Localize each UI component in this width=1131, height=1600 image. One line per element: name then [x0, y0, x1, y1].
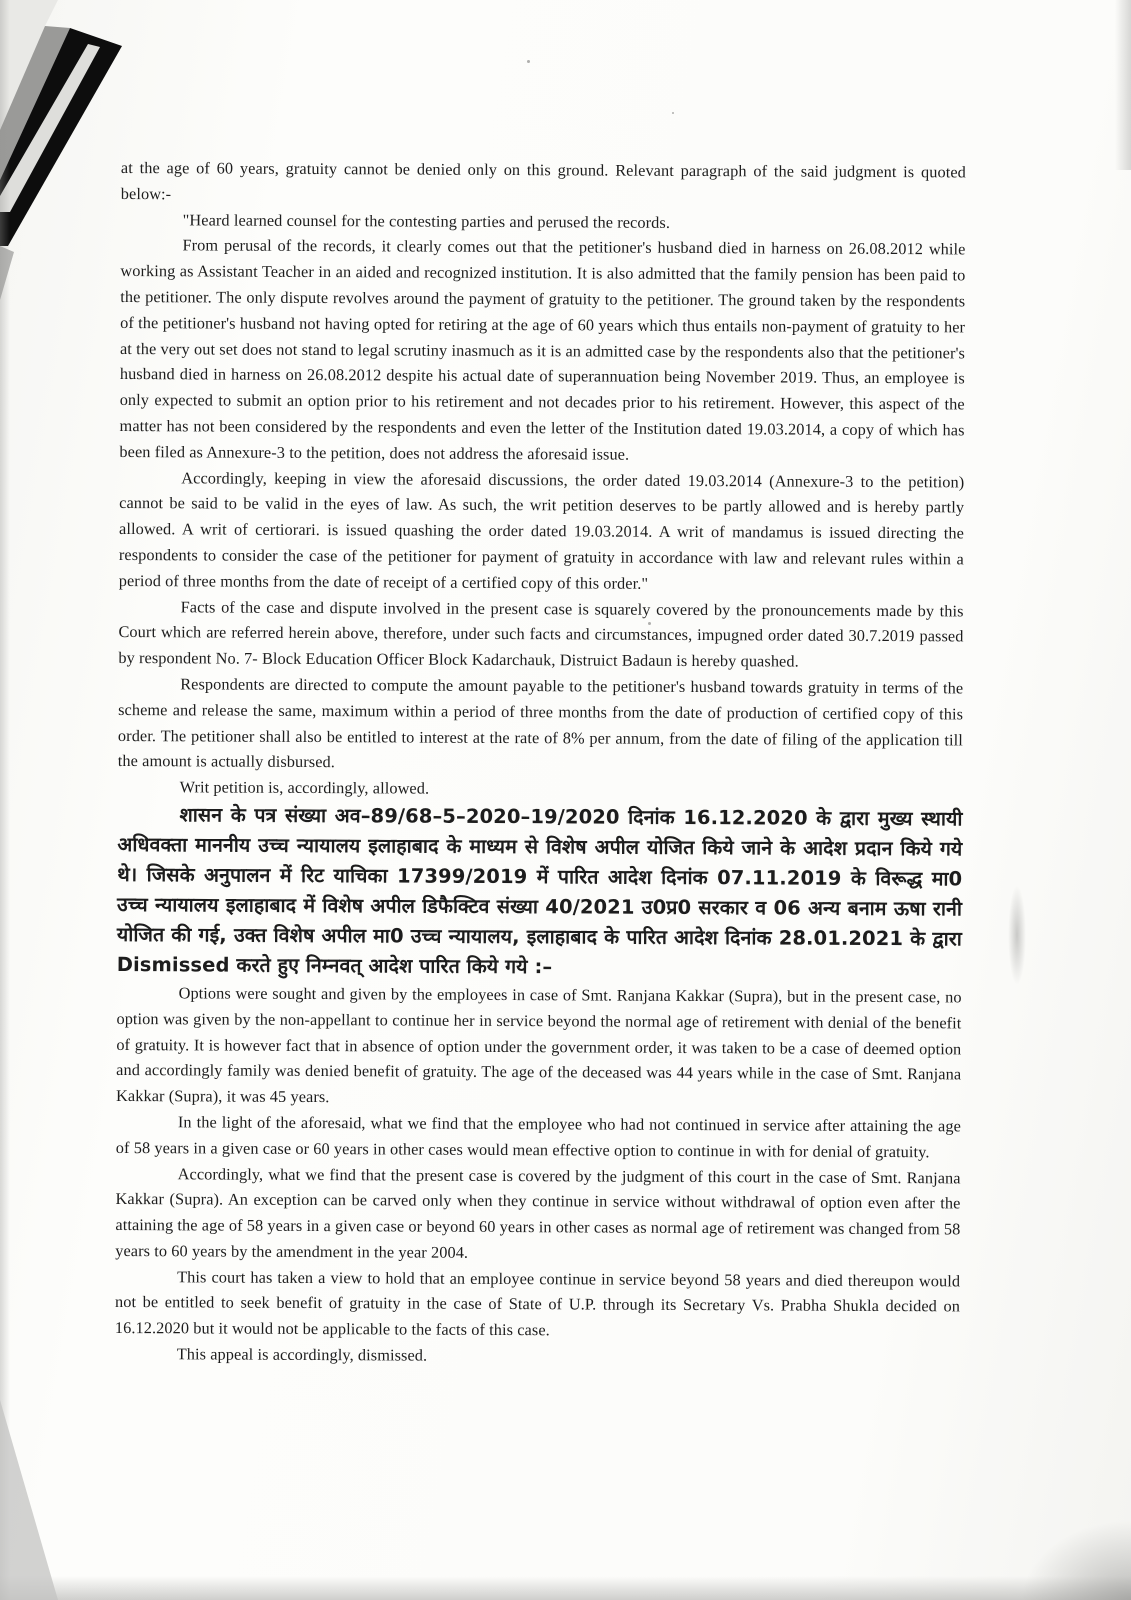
scan-right-edge-shadow	[1115, 0, 1131, 170]
scan-margin-smudge	[1008, 885, 1026, 985]
scan-speck	[672, 112, 674, 114]
paragraph-directions: Respondents are directed to compute the amount payable to the petitioner's husband towards gratuity in terms of the scheme and release the same, maximum within a period of three months from the date of production of certified copy of this order. The petitioner shall also be entitled to interest at the rate of 8% per annum, from the date of filing of the application till the amount is actually disbursed.	[117, 674, 964, 772]
scan-left-edge-shadow	[0, 0, 10, 1600]
paragraph-accordingly: Accordingly, what we find that the present case is covered by the judgment of this court in the case of Smt. Ranjana Kakkar (Supra). An exception can be carved only when they continue in service without withdrawal of option even after the attaining the age of 58 years in a given case or beyond 60 years in other cases as normal age of retirement was changed from 58 years to 60 years by the amendment in the year 2004.	[115, 1163, 961, 1262]
paragraph-facts: Facts of the case and dispute involved in the present case is squarely covered by the pronouncements made by this Court which are referred herein above, therefore, under such facts and circumstances, impugned order dated 30.7.2019 passed by respondent No. 7- Block Education Officer Block Kadarchauk, Distruict Badaun is hereby quashed.	[118, 596, 964, 671]
paragraph-quote-open: "Heard learned counsel for the contesting parties and perused the records.	[182, 209, 671, 232]
scan-bottom-edge-shadow	[0, 1576, 1131, 1600]
paragraph-options: Options were sought and given by the employees in case of Smt. Ranjana Kakkar (Supra), but in the present case, no option was given by the non-appellant to continue her in service beyond the normal age of retirement with denial of the benefit of gratuity. It is however fact that in absence of option under the government order, it was taken to be a case of deemed option and accordingly family was denied benefit of gratuity. The age of the deceased was 44 years while in the case of Smt. Ranjana Kakkar (Supra), it was 45 years.	[116, 983, 962, 1107]
scan-speck	[527, 60, 530, 63]
paragraph-continuation: at the age of 60 years, gratuity cannot be denied only on this ground. Relevant paragraph of the said judgment is quoted below:-	[120, 157, 966, 204]
paragraph-writ-allowed: Writ petition is, accordingly, allowed.	[179, 777, 430, 798]
scan-bottom-right-shadow	[1021, 1520, 1131, 1600]
scan-bottom-left-shadow	[0, 1400, 58, 1600]
paragraph-in-the-light: In the light of the aforesaid, what we find that the employee who had not continued in service after attaining the age of 58 years in a given case or 60 years in other cases would mean effective option to continue in with for denial of gratuity.	[115, 1112, 961, 1161]
paragraph-appeal-dismissed: This appeal is accordingly, dismissed.	[176, 1344, 428, 1365]
paragraph-quote-close: Accordingly, keeping in view the aforesaid discussions, the order dated 19.03.2014 (Annexure-3 to the petition) cannot be said to be valid in the eyes of law. As such, the writ petition deserves to be partly allowed and is hereby partly allowed. A writ of certiorari. is issued quashing the order dated 19.03.2014. A writ of mandamus is issued directing the respondents to consider the case of the petitioner for payment of gratuity in accordance with law and relevant rules within a period of three months from the date of receipt of a certified copy of this order."	[118, 467, 965, 593]
judgment-text	[115, 155, 966, 1371]
paragraph-quote-body: From perusal of the records, it clearly comes out that the petitioner's husband died in harness on 26.08.2012 while working as Assistant Teacher in an aided and recognized institution. It is also admitted that the family pension has been paid to the petitioner. The only dispute revolves around the payment of gratuity to the petitioner. The ground taken by the respondents of the petitioner's husband not having opted for retiring at the age of 60 years which thus entails non-payment of gratuity to her at the very out set does not stand to legal scrutiny inasmuch as it is an admitted case by the respondents also that the petitioner's husband died in harness on 26.08.2012 despite his actual date of superannuation being November 2019. Thus, an employee is only expected to submit an option prior to his retirement and not decades prior to his retirement. However, this aspect of the matter has not been considered by the respondents and even the letter of the Institution dated 19.03.2014, a copy of which has been filed as Annexure-3 to the petition, does not address the aforesaid issue.	[119, 235, 966, 464]
paragraph-hindi: शासन के पत्र संख्या अव–89/68–5–2020–19/2020 दिनांक 16.12.2020 के द्वारा मुख्य स्थायी अधिवक्ता माननीय उच्च न्यायालय इलाहाबाद के माध्यम से विशेष अपील योजित किये जाने के आदेश प्रदान किये गये थे। जिसके अनुपालन में रिट याचिका 17399/2019 में पारित आदेश दिनांक 07.11.2019 के विरूद्ध मा0 उच्च न्यायालय इलाहाबाद में विशेष अपील डिफैक्टिव संख्या 40/2021 उ0प्र0 सरकार व 06 अन्य बनाम ऊषा रानी योजित की गई, उक्त विशेष अपील मा0 उच्च न्यायालय, इलाहाबाद के पारित आदेश दिनांक 28.01.2021 के द्वारा Dismissed करते हुए निम्नवत् आदेश पारित किये गये :–	[116, 803, 963, 979]
paragraph-court-view: This court has taken a view to hold that an employee continue in service beyond 58 years and died thereupon would not be entitled to seek benefit of gratuity in the case of State of U.P. through its Secretary Vs. Prabha Shukla decided on 16.12.2020 but it would not be applicable to the facts of this case.	[114, 1266, 961, 1340]
